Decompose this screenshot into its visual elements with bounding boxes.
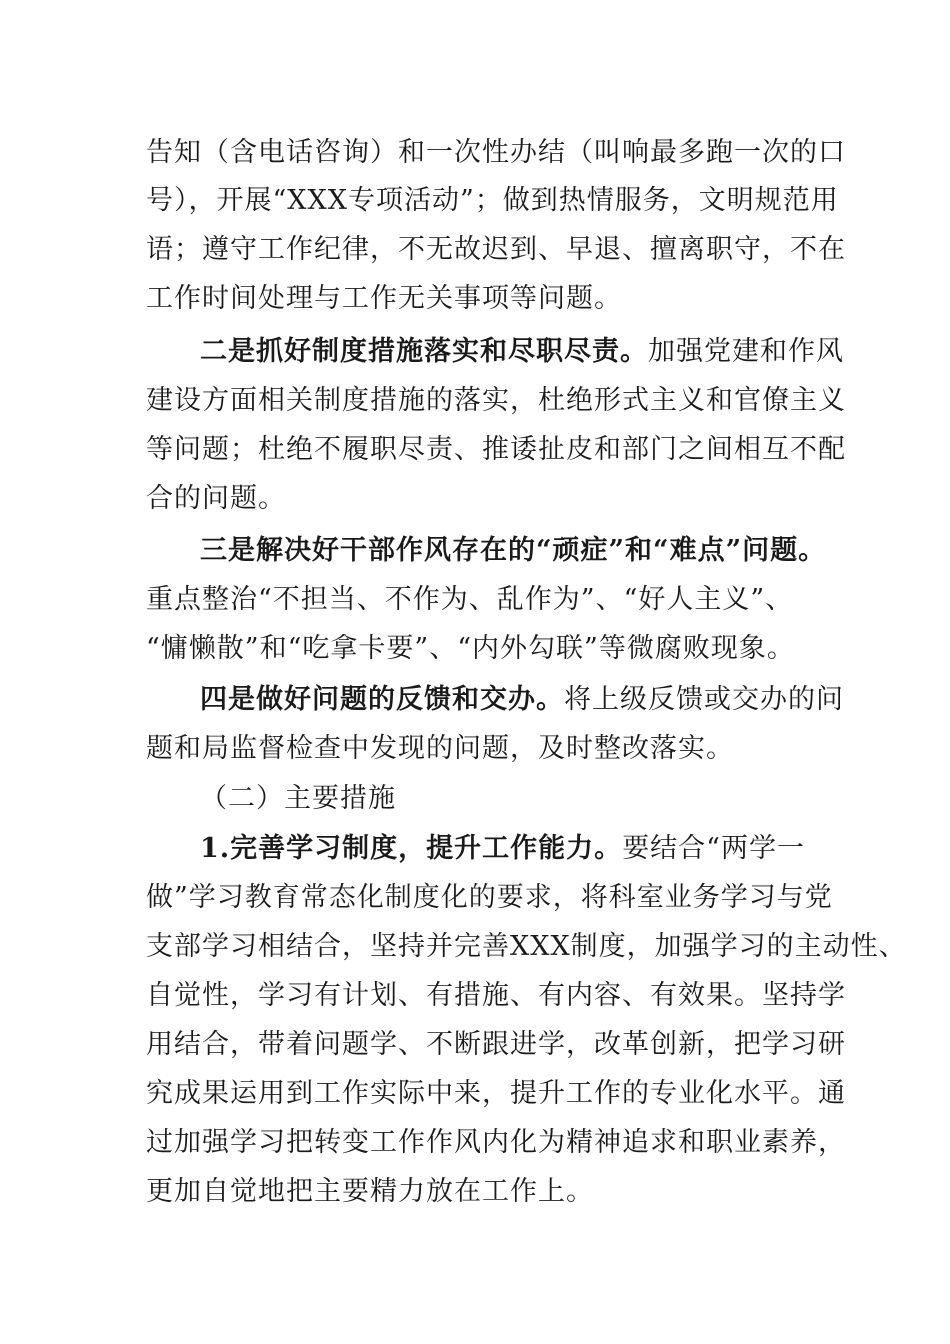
paragraph-line: 工作时间处理与工作无关事项等问题。 [146, 283, 622, 314]
paragraph-heading: 二是抓好制度措施落实和尽职尽责。 [200, 336, 648, 367]
section-heading: （二）主要措施 [200, 783, 396, 814]
paragraph-text: 要结合“两学一 [622, 833, 805, 864]
paragraph-line: 等问题；杜绝不履职尽责、推诿扯皮和部门之间相互不配 [146, 434, 846, 465]
paragraph-line: 更加自觉地把主要精力放在工作上。 [146, 1176, 594, 1207]
paragraph-line: 自觉性，学习有计划、有措施、有内容、有效果。坚持学 [146, 980, 846, 1011]
paragraph-line: 建设方面相关制度措施的落实，杜绝形式主义和官僚主义 [146, 385, 846, 416]
paragraph-line: 过加强学习把转变工作作风内化为精神追求和职业素养， [146, 1127, 846, 1158]
paragraph-line: 支部学习相结合，坚持并完善XXX制度，加强学习的主动性、 [146, 931, 907, 962]
paragraph-text: 将上级反馈或交办的问 [564, 684, 844, 715]
paragraph-line: 合的问题。 [146, 483, 286, 514]
paragraph-first-line [200, 680, 844, 720]
paragraph-line: 究成果运用到工作实际中来，提升工作的专业化水平。通 [146, 1078, 846, 1109]
paragraph-heading: 1.完善学习制度，提升工作能力。 [200, 833, 623, 864]
paragraph-line: 题和局监督检查中发现的问题，及时整改落实。 [146, 733, 734, 764]
paragraph-text: 加强党建和作风 [648, 336, 844, 367]
paragraph-line: 用结合，带着问题学、不断跟进学，改革创新，把学习研 [146, 1029, 846, 1060]
paragraph-first-line [200, 332, 844, 372]
paragraph-heading: 三是解决好干部作风存在的“顽症”和“难点”问题。 [200, 535, 827, 566]
paragraph-line: 重点整治“不担当、不作为、乱作为”、“好人主义”、 [146, 584, 794, 615]
paragraph-line: 告知（含电话咨询）和一次性办结（叫响最多跑一次的口 [146, 137, 846, 168]
paragraph-line: 号），开展“XXX专项活动”；做到热情服务，文明规范用 [146, 185, 839, 216]
paragraph-line: 做”学习教育常态化制度化的要求，将科室业务学习与党 [146, 882, 833, 913]
paragraph-line: 语；遵守工作纪律，不无故迟到、早退、擅离职守，不在 [146, 234, 846, 265]
paragraph-first-line [200, 829, 805, 869]
paragraph-line: “慵懒散”和“吃拿卡要”、“内外勾联”等微腐败现象。 [146, 633, 795, 664]
paragraph-heading: 四是做好问题的反馈和交办。 [200, 684, 564, 715]
